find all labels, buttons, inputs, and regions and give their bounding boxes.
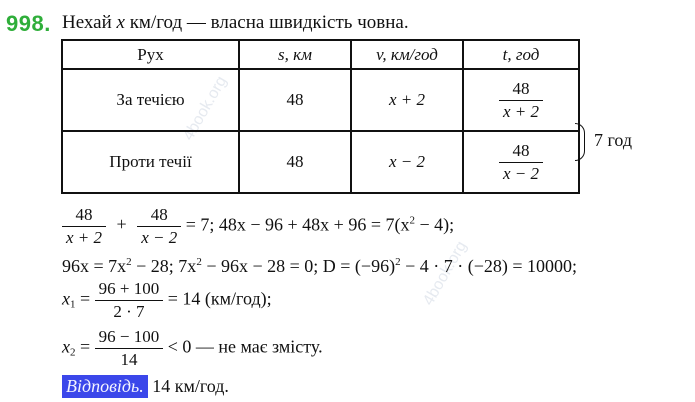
row-time <box>463 69 579 131</box>
answer-text: 14 км/год. <box>147 376 229 396</box>
header-time: t, год <box>463 40 579 69</box>
time-fraction: $\frac{48}{x - 2}$ <box>499 142 543 183</box>
time-fraction: $\frac{48}{x + 2}$ <box>499 80 543 121</box>
problem-intro: Нехай x км/год — власна швидкість човна. <box>62 12 409 33</box>
problem-number: 998. <box>6 11 51 36</box>
curly-brace <box>575 123 585 161</box>
total-time-label: 7 год <box>594 130 633 150</box>
header-speed: v, км/год <box>351 40 463 69</box>
equation-line-1: $\frac{48}{x + 2}$ + $\frac{48}{x - 2}$ = 7; $48x - 96 + 48x + 96 = 7(x^2 - 4)$; <box>62 206 454 247</box>
answer-label: Відповідь. <box>62 375 148 398</box>
table-row <box>62 69 579 131</box>
row-speed: x + 2 <box>351 69 463 131</box>
row-speed: x − 2 <box>351 131 463 193</box>
equation-line-2: $96x = 7x^2 - 28$; $7x^2 - 96x - 28 = 0$; $D = (-96)^2 - 4 \cdot 7 \cdot (-28) = 10000$; <box>62 256 577 276</box>
header-distance: s, км <box>239 40 351 69</box>
table-header-row <box>62 40 579 69</box>
watermark: 4book.org <box>180 73 231 144</box>
row-motion: Проти течії <box>62 131 239 193</box>
equation-line-4: $x_2$ = $\frac{96 - 100}{14}$ < 0 — не має змісту. <box>62 327 323 369</box>
row-distance: 48 <box>239 131 351 193</box>
row-time <box>463 131 579 193</box>
header-motion: Рух <box>62 40 239 69</box>
watermark: 4book.org <box>420 238 471 309</box>
table-row <box>62 131 579 193</box>
fraction: $\frac{48}{x + 2}$ <box>62 206 106 247</box>
equation-line-3: $x_1$ = $\frac{96 + 100}{2 \cdot 7}$ = 14 (км/год); <box>62 279 272 321</box>
motion-table <box>61 39 580 194</box>
answer-line <box>62 376 229 397</box>
fraction: $\frac{96 - 100}{14}$ <box>95 328 164 369</box>
fraction: $\frac{96 + 100}{2 \cdot 7}$ <box>95 280 164 321</box>
row-motion: За течією <box>62 69 239 131</box>
fraction: $\frac{48}{x - 2}$ <box>137 206 181 247</box>
row-distance: 48 <box>239 69 351 131</box>
